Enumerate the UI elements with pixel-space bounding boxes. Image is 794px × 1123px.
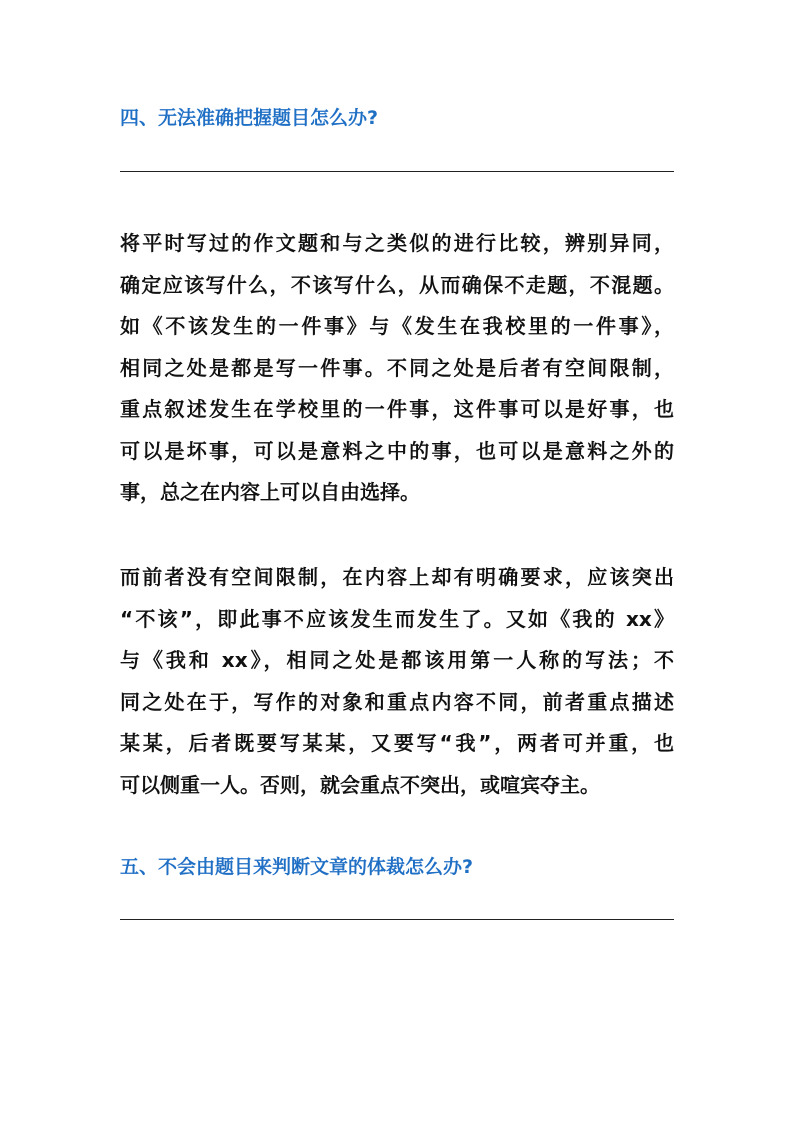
paragraph-line: 同之处在于，写作的对象和重点内容不同，前者重点描述 xyxy=(120,689,674,714)
paragraph-2 xyxy=(120,557,674,806)
paragraph-line: 某某，后者既要写某某，又要写“我”，两者可并重，也 xyxy=(120,731,674,755)
section-5-divider xyxy=(120,919,674,920)
paragraph-line: 事，总之在内容上可以自由选择。 xyxy=(120,480,420,504)
paragraph-line: 可以侧重一人。否则，就会重点不突出，或喧宾夺主。 xyxy=(120,772,600,797)
paragraph-line: 重点叙述发生在学校里的一件事，这件事可以是好事，也 xyxy=(120,397,674,421)
section-5-heading: 五、不会由题目来判断文章的体裁怎么办? xyxy=(120,856,474,878)
paragraph-line: 可以是坏事，可以是意料之中的事，也可以是意料之外的 xyxy=(120,438,674,463)
paragraph-1 xyxy=(120,223,674,514)
section-4-heading: 四、无法准确把握题目怎么办? xyxy=(120,107,379,129)
paragraph-line: 确定应该写什么，不该写什么，从而确保不走题，不混题。 xyxy=(120,272,674,297)
paragraph-line: 而前者没有空间限制，在内容上却有明确要求，应该突出 xyxy=(120,565,674,589)
section-4-divider xyxy=(120,171,674,172)
paragraph-line: 将平时写过的作文题和与之类似的进行比较，辨别异同， xyxy=(120,231,674,255)
paragraph-line: 相同之处是都是写一件事。不同之处是后者有空间限制， xyxy=(120,355,674,380)
paragraph-line: “不该”，即此事不应该发生而发生了。又如《我的 xx》 xyxy=(120,606,674,631)
paragraph-line: 与《我和 xx》，相同之处是都该用第一人称的写法；不 xyxy=(120,648,674,672)
paragraph-line: 如《不该发生的一件事》与《发生在我校里的一件事》， xyxy=(120,314,674,338)
